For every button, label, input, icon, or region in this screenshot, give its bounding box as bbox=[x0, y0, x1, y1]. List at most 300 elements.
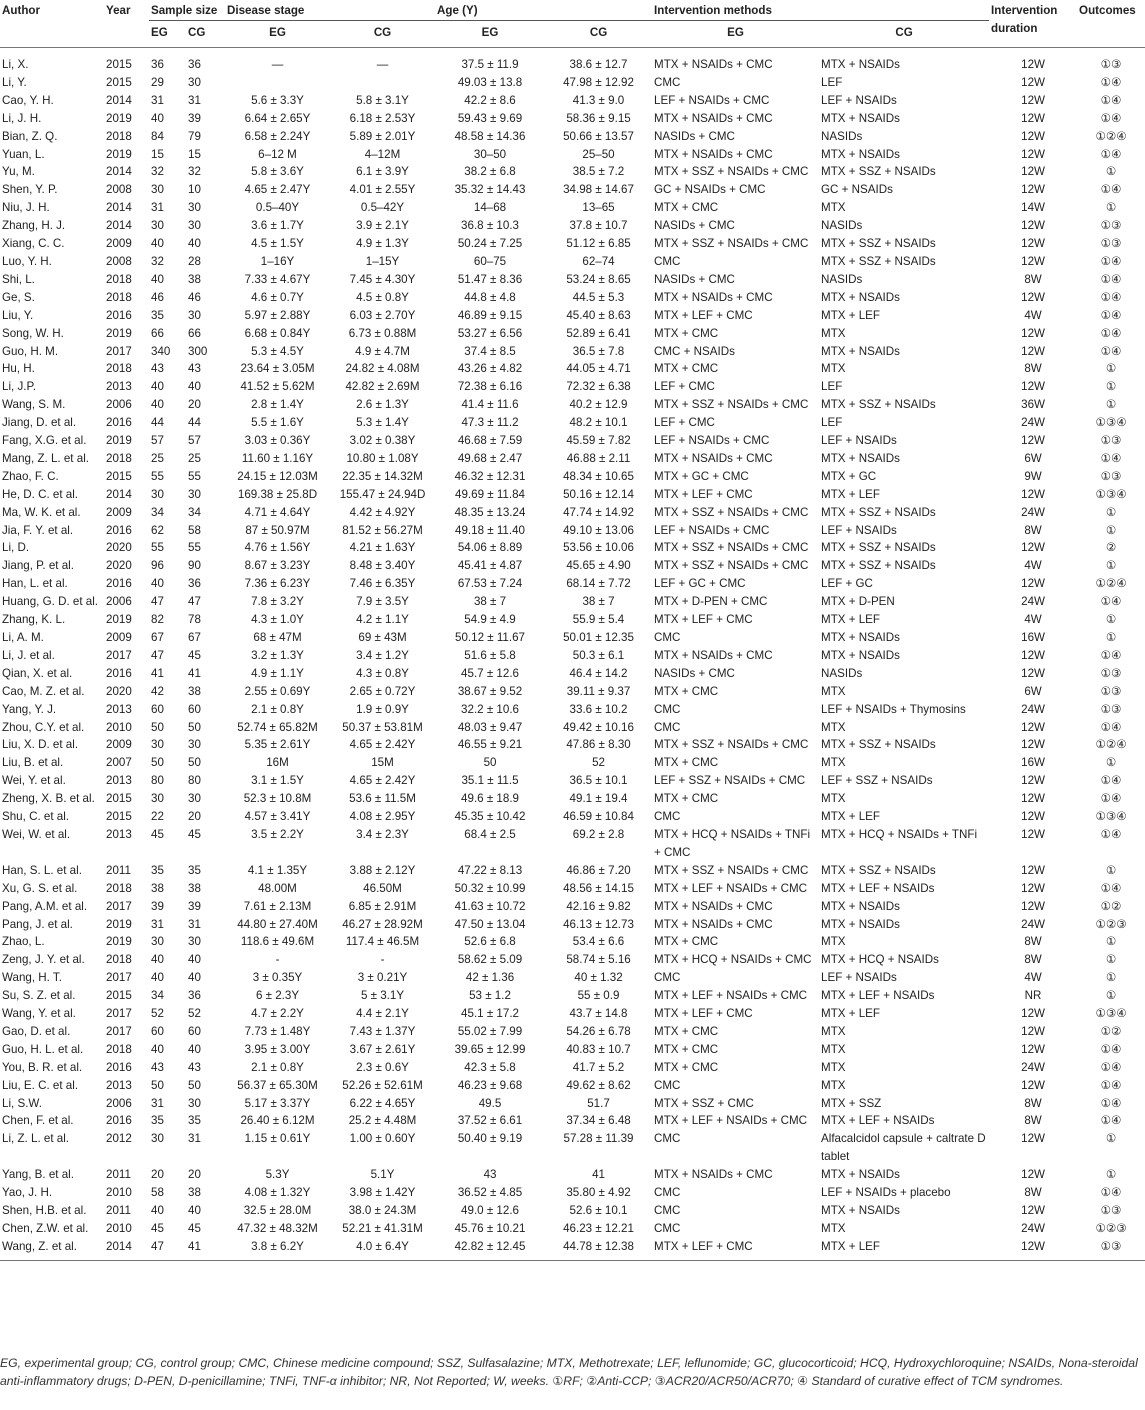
cell-sample-eg: 57 bbox=[151, 434, 164, 448]
cell-age-cg: 50.3 ± 6.1 bbox=[572, 648, 625, 662]
cell-intervention-cg: MTX bbox=[821, 1060, 846, 1074]
cell-year: 2009 bbox=[106, 505, 132, 519]
cell-sample-cg: 40 bbox=[188, 1204, 201, 1217]
table-row bbox=[0, 575, 1145, 593]
cell-age-cg: 52.89 ± 6.41 bbox=[566, 326, 631, 340]
cell-year: 2006 bbox=[106, 595, 132, 609]
cell-intervention-eg: MTX + HCQ + NSAIDs + CMC bbox=[654, 953, 812, 967]
cell-stage-cg: 4.01 ± 2.55Y bbox=[349, 183, 416, 197]
cell-intervention-cg: MTX + SSZ bbox=[821, 1096, 882, 1110]
cell-year: 2017 bbox=[106, 1007, 132, 1021]
cell-year: 2017 bbox=[106, 971, 132, 985]
cell-intervention-cg: GC + NSAIDs bbox=[821, 183, 893, 197]
cell-duration: 4W bbox=[1024, 971, 1042, 985]
cell-stage-eg: 2.1 ± 0.8Y bbox=[251, 702, 304, 716]
cell-intervention-eg: MTX + SSZ + NSAIDs + CMC bbox=[654, 738, 809, 752]
cell-outcomes: ① bbox=[1105, 971, 1117, 985]
cell-outcomes: ①④ bbox=[1100, 1042, 1122, 1056]
cell-year: 2013 bbox=[106, 827, 132, 841]
cell-stage-cg: 15M bbox=[371, 756, 394, 770]
cell-stage-cg: 2.6 ± 1.3Y bbox=[356, 398, 409, 412]
cell-duration: 12W bbox=[1021, 254, 1045, 268]
cell-stage-cg: 3.02 ± 0.38Y bbox=[349, 434, 416, 448]
cell-sample-cg: 30 bbox=[188, 75, 201, 89]
cell-age-eg: 35.1 ± 11.5 bbox=[461, 774, 519, 788]
cell-sample-eg: 55 bbox=[151, 469, 164, 483]
header-outcomes: Outcomes bbox=[1079, 4, 1136, 17]
cell-intervention-eg: MTX + LEF + CMC bbox=[654, 1007, 753, 1021]
cell-duration: 12W bbox=[1021, 1168, 1045, 1182]
cell-age-cg: 49.42 ± 10.16 bbox=[563, 720, 634, 734]
cell-age-cg: 46.88 ± 2.11 bbox=[566, 451, 631, 465]
table-row bbox=[0, 736, 1145, 754]
cell-age-eg: 37.52 ± 6.61 bbox=[457, 1114, 523, 1128]
cell-stage-eg: 24.15 ± 12.03M bbox=[237, 469, 318, 483]
cell-sample-eg: 43 bbox=[151, 362, 164, 376]
cell-outcomes: ①② bbox=[1100, 899, 1122, 913]
table-header bbox=[0, 0, 1145, 48]
table-row bbox=[0, 504, 1145, 522]
cell-stage-cg: 24.82 ± 4.08M bbox=[345, 362, 420, 376]
cell-stage-eg: 5.3 ± 4.5Y bbox=[251, 344, 304, 358]
table-row bbox=[0, 862, 1145, 880]
cell-outcomes: ① bbox=[1105, 989, 1117, 1003]
cell-author: Wang, Z. et al. bbox=[0, 1238, 104, 1260]
cell-intervention-eg: LEF + CMC bbox=[654, 416, 715, 430]
cell-intervention-cg: MTX + LEF bbox=[821, 613, 880, 627]
cell-sample-eg: 84 bbox=[151, 129, 164, 143]
cell-duration: 12W bbox=[1021, 1024, 1045, 1038]
cell-author: Chen, Z.W. et al. bbox=[2, 1221, 89, 1235]
cell-sample-cg: 30 bbox=[188, 792, 201, 806]
cell-author: Chen, F. et al. bbox=[2, 1114, 74, 1128]
cell-age-eg: 54.9 ± 4.9 bbox=[464, 613, 516, 627]
cell-age-eg: 37.4 ± 8.5 bbox=[464, 344, 516, 358]
cell-stage-eg: 5.6 ± 3.3Y bbox=[251, 93, 304, 107]
cell-stage-eg: 4.71 ± 4.64Y bbox=[244, 505, 311, 519]
cell-age-cg: 46.86 ± 7.20 bbox=[566, 863, 631, 877]
cell-year: 2013 bbox=[106, 380, 132, 394]
cell-age-cg: 45.65 ± 4.90 bbox=[566, 559, 631, 573]
cell-duration: 8W bbox=[1024, 1114, 1042, 1128]
cell-age-eg: 67.53 ± 7.24 bbox=[457, 577, 523, 591]
cell-age-cg: 48.34 ± 10.65 bbox=[563, 469, 634, 483]
cell-author: Shi, L. bbox=[2, 272, 35, 286]
table-row bbox=[0, 289, 1145, 307]
cell-sample-cg: 300 bbox=[188, 344, 208, 358]
cell-sample-cg: 20 bbox=[188, 398, 201, 412]
cell-intervention-eg: MTX + NSAIDs + CMC bbox=[654, 899, 773, 913]
cell-age-cg: 45.59 ± 7.82 bbox=[566, 434, 631, 448]
cell-age-eg: 47.22 ± 8.13 bbox=[457, 863, 523, 877]
cell-year: 2009 bbox=[106, 738, 132, 752]
cell-intervention-cg: LEF + NSAIDs bbox=[821, 93, 897, 107]
cell-outcomes: ①②③ bbox=[1095, 917, 1127, 931]
cell-sample-cg: 78 bbox=[188, 613, 201, 627]
table-row bbox=[0, 808, 1145, 826]
cell-age-cg: 49.62 ± 8.62 bbox=[566, 1078, 631, 1092]
cell-intervention-cg: MTX + LEF bbox=[821, 1007, 880, 1021]
cell-stage-cg: 2.65 ± 0.72Y bbox=[349, 684, 416, 698]
cell-year: 2015 bbox=[106, 469, 132, 483]
cell-year: 2016 bbox=[106, 666, 132, 680]
cell-intervention-cg: MTX + NSAIDs bbox=[821, 648, 900, 662]
cell-stage-eg: 48.00M bbox=[258, 881, 297, 895]
cell-intervention-eg: CMC bbox=[654, 631, 681, 644]
cell-intervention-eg: CMC bbox=[654, 702, 681, 716]
cell-sample-cg: 38 bbox=[188, 684, 201, 698]
cell-sample-eg: 45 bbox=[151, 827, 164, 841]
cell-author: Li, J.P. bbox=[2, 380, 36, 394]
cell-duration: 6W bbox=[1024, 451, 1042, 465]
cell-age-eg: 38 ± 7 bbox=[473, 595, 507, 609]
cell-intervention-eg: MTX + SSZ + NSAIDs + CMC bbox=[654, 863, 809, 877]
cell-stage-eg: 3.5 ± 2.2Y bbox=[251, 827, 304, 841]
cell-year: 2020 bbox=[106, 684, 132, 698]
cell-intervention-eg: CMC bbox=[654, 1132, 681, 1146]
table-row bbox=[0, 1077, 1145, 1095]
cell-age-eg: 50.32 ± 10.99 bbox=[454, 881, 526, 895]
cell-duration: 12W bbox=[1021, 326, 1045, 340]
cell-duration: 12W bbox=[1021, 738, 1045, 752]
cell-sample-eg: 55 bbox=[151, 541, 164, 555]
table-row bbox=[0, 629, 1145, 647]
cell-intervention-eg: MTX + CMC bbox=[654, 1024, 719, 1038]
cell-year: 2018 bbox=[106, 1042, 132, 1056]
table-row bbox=[0, 772, 1145, 790]
cell-outcomes: ①④ bbox=[1100, 451, 1122, 465]
header-year: Year bbox=[106, 4, 131, 17]
cell-intervention-eg: MTX + NSAIDs + CMC bbox=[654, 917, 773, 931]
cell-age-cg: 50.16 ± 12.14 bbox=[563, 487, 634, 501]
cell-stage-eg: 7.36 ± 6.23Y bbox=[244, 577, 311, 591]
cell-stage-eg: - bbox=[275, 953, 280, 967]
cell-duration: 12W bbox=[1021, 1007, 1045, 1021]
cell-duration: 8W bbox=[1024, 362, 1042, 376]
cell-duration: 12W bbox=[1021, 290, 1045, 304]
table-row bbox=[0, 969, 1145, 987]
cell-intervention-cg: MTX + SSZ + NSAIDs bbox=[821, 505, 936, 519]
table-row bbox=[0, 790, 1145, 808]
cell-intervention-eg: LEF + NSAIDs + CMC bbox=[654, 434, 770, 448]
cell-sample-cg: 20 bbox=[188, 1168, 201, 1182]
cell-intervention-eg: CMC bbox=[654, 810, 681, 824]
cell-age-eg: 41.4 ± 11.6 bbox=[461, 398, 519, 412]
cell-duration: 12W bbox=[1021, 93, 1045, 107]
cell-stage-eg: 4.6 ± 0.7Y bbox=[251, 290, 304, 304]
cell-author: Wang, S. M. bbox=[2, 398, 66, 412]
cell-age-eg: 49.6 ± 18.9 bbox=[461, 792, 519, 806]
cell-duration: 24W bbox=[1021, 1060, 1045, 1074]
cell-sample-cg: 34 bbox=[188, 505, 201, 519]
cell-stage-cg: 3.98 ± 1.42Y bbox=[349, 1186, 416, 1200]
cell-outcomes: ①③ bbox=[1077, 1238, 1145, 1260]
cell-duration: 8W bbox=[1024, 953, 1042, 967]
table-row bbox=[0, 253, 1145, 271]
table-row bbox=[0, 378, 1145, 396]
table-row bbox=[0, 92, 1145, 110]
cell-age-eg: 50 bbox=[483, 756, 497, 770]
cell-year: 2015 bbox=[106, 58, 132, 71]
cell-sample-cg: 36 bbox=[188, 577, 201, 591]
cell-author: Xiang, C. C. bbox=[2, 237, 65, 251]
table-row bbox=[0, 933, 1145, 951]
cell-author: Li, J. et al. bbox=[2, 648, 55, 662]
header-age: Age (Y) bbox=[435, 0, 652, 20]
cell-stage-eg: 3 ± 0.35Y bbox=[252, 971, 303, 985]
cell-sample-cg: 57 bbox=[188, 434, 201, 448]
cell-outcomes: ①②④ bbox=[1095, 129, 1127, 143]
cell-sample-eg: 35 bbox=[151, 1114, 164, 1128]
cell-outcomes: ①④ bbox=[1100, 792, 1122, 806]
cell-age-eg: 52.6 ± 6.8 bbox=[464, 935, 516, 949]
cell-stage-eg: 23.64 ± 3.05M bbox=[240, 362, 315, 376]
cell-sample-eg: 47 bbox=[151, 595, 164, 609]
cell-intervention-eg: MTX + CMC bbox=[654, 201, 719, 215]
cell-stage-cg: 52.21 ± 41.31M bbox=[342, 1221, 423, 1235]
cell-sample-eg: 30 bbox=[151, 935, 164, 949]
cell-age-cg: 46.4 ± 14.2 bbox=[569, 666, 628, 680]
cell-intervention-eg: MTX + HCQ + NSAIDs + TNFi + CMC bbox=[654, 827, 811, 859]
cell-outcomes: ② bbox=[1105, 541, 1117, 555]
cell-sample-cg: 41 bbox=[188, 666, 201, 680]
cell-stage-eg: 0.5–40Y bbox=[255, 201, 300, 215]
cell-intervention-eg: MTX + LEF + CMC bbox=[654, 613, 753, 627]
cell-intervention-eg: MTX + CMC bbox=[654, 1060, 719, 1074]
cell-age-eg: 37.5 ± 11.9 bbox=[461, 58, 519, 71]
cell-outcomes: ① bbox=[1105, 631, 1117, 644]
cell-stage-eg: 11.60 ± 1.16Y bbox=[241, 451, 314, 465]
cell-sample-eg: 31 bbox=[151, 93, 164, 107]
cell-sample-eg: 50 bbox=[151, 720, 164, 734]
cell-stage-cg: 1.9 ± 0.9Y bbox=[356, 702, 409, 716]
cell-outcomes: ①④ bbox=[1100, 290, 1122, 304]
cell-author: Liu, X. D. et al. bbox=[2, 738, 79, 752]
cell-duration: 12W bbox=[1021, 344, 1045, 358]
cell-sample-eg: 47 bbox=[151, 648, 164, 662]
cell-duration: 12W bbox=[1021, 434, 1045, 448]
cell-sample-cg: 39 bbox=[188, 111, 201, 125]
cell-intervention-cg: LEF bbox=[821, 75, 843, 89]
cell-intervention-eg: MTX + SSZ + NSAIDs + CMC bbox=[654, 237, 809, 251]
header-intervention-duration: Intervention duration bbox=[991, 4, 1058, 35]
cell-intervention-cg: MTX + NSAIDs bbox=[821, 899, 900, 913]
cell-author: Liu, Y. bbox=[2, 308, 34, 322]
cell-author: Yang, B. et al. bbox=[2, 1168, 74, 1182]
cell-intervention-eg: CMC bbox=[654, 75, 681, 89]
cell-intervention-eg: CMC bbox=[654, 1221, 681, 1235]
cell-intervention-eg: MTX + LEF + NSAIDs + CMC bbox=[654, 989, 808, 1003]
cell-stage-cg: 4.08 ± 2.95Y bbox=[349, 810, 416, 824]
cell-sample-eg: 66 bbox=[151, 326, 164, 340]
table-row bbox=[0, 1005, 1145, 1023]
cell-age-eg: 48.58 ± 14.36 bbox=[454, 129, 526, 143]
cell-intervention-cg: NASIDs bbox=[821, 129, 863, 143]
cell-sample-cg: 10 bbox=[188, 183, 201, 197]
cell-age-cg: 39.11 ± 9.37 bbox=[566, 684, 631, 698]
cell-author: Han, S. L. et al. bbox=[2, 863, 82, 877]
cell-year: 2016 bbox=[106, 523, 132, 537]
cell-year: 2016 bbox=[106, 577, 132, 591]
cell-age-eg: 46.55 ± 9.21 bbox=[457, 738, 523, 752]
cell-intervention-eg: NASIDs + CMC bbox=[654, 666, 735, 680]
cell-sample-cg: 50 bbox=[188, 720, 201, 734]
cell-duration: 12W bbox=[1021, 129, 1045, 143]
cell-age-eg: 60–75 bbox=[473, 254, 507, 268]
table-row bbox=[0, 665, 1145, 683]
cell-author: Liu, E. C. et al. bbox=[2, 1078, 79, 1092]
cell-age-eg: 30–50 bbox=[473, 147, 507, 161]
cell-stage-cg: 155.47 ± 24.94D bbox=[339, 487, 426, 501]
cell-year: 2018 bbox=[106, 272, 132, 286]
cell-intervention-cg: NASIDs bbox=[821, 666, 863, 680]
cell-age-cg: 37.8 ± 10.7 bbox=[569, 219, 628, 233]
cell-intervention-cg: MTX + NSAIDs bbox=[821, 290, 900, 304]
cell-age-cg: 35.80 ± 4.92 bbox=[566, 1186, 631, 1200]
cell-stage-eg: 44.80 ± 27.40M bbox=[237, 917, 318, 931]
cell-outcomes: ① bbox=[1105, 201, 1117, 215]
cell-age-cg: 36.5 ± 7.8 bbox=[572, 344, 625, 358]
cell-intervention-cg: MTX + LEF + NSAIDs bbox=[821, 881, 935, 895]
cell-sample-eg: 340 bbox=[151, 344, 171, 358]
cell-sample-cg: 40 bbox=[188, 971, 201, 985]
cell-sample-eg: 44 bbox=[151, 416, 164, 430]
table-row bbox=[0, 539, 1145, 557]
cell-duration: 16W bbox=[1021, 631, 1045, 644]
cell-author: Liu, B. et al. bbox=[2, 756, 64, 770]
cell-stage-eg: 4.9 ± 1.1Y bbox=[251, 666, 304, 680]
cell-year: 2018 bbox=[106, 129, 132, 143]
cell-intervention-cg: MTX bbox=[821, 756, 846, 770]
cell-age-cg: 25–50 bbox=[582, 147, 615, 161]
cell-outcomes: ①④ bbox=[1100, 774, 1122, 788]
cell-stage-eg: 68 ± 47M bbox=[253, 631, 302, 644]
cell-sample-cg: 47 bbox=[188, 595, 201, 609]
cell-age-cg: 72.32 ± 6.38 bbox=[566, 380, 631, 394]
cell-age-eg: 51.6 ± 5.8 bbox=[464, 648, 516, 662]
cell-age-eg: 44.8 ± 4.8 bbox=[464, 290, 516, 304]
cell-intervention-cg: MTX + NSAIDs bbox=[821, 1204, 900, 1217]
cell-stage-eg: 56.37 ± 65.30M bbox=[237, 1078, 318, 1092]
cell-author: Shu, C. et al. bbox=[2, 810, 70, 824]
cell-age-eg: 51.47 ± 8.36 bbox=[457, 272, 523, 286]
cell-outcomes: ① bbox=[1105, 1168, 1117, 1182]
cell-age-cg: 57.28 ± 11.39 bbox=[563, 1132, 634, 1146]
cell-intervention-eg: MTX + CMC bbox=[654, 792, 719, 806]
cell-stage-cg: 46.27 ± 28.92M bbox=[342, 917, 423, 931]
cell-author: Huang, G. D. et al. bbox=[2, 595, 99, 609]
cell-intervention-eg: MTX + CMC bbox=[654, 1042, 719, 1056]
cell-duration: 24W bbox=[1021, 1221, 1045, 1235]
cell-intervention-cg: MTX bbox=[821, 1078, 846, 1092]
cell-intervention-cg: MTX + NSAIDs bbox=[821, 451, 900, 465]
cell-age-cg: 50.66 ± 13.57 bbox=[563, 129, 634, 143]
cell-duration: 8W bbox=[1024, 1186, 1042, 1200]
cell-sample-cg: 30 bbox=[188, 487, 201, 501]
cell-sample-eg: 31 bbox=[151, 201, 164, 215]
cell-age-cg: 53.4 ± 6.6 bbox=[572, 935, 625, 949]
cell-duration: 12W bbox=[1021, 165, 1045, 179]
cell-age-cg: 46.13 ± 12.73 bbox=[563, 917, 634, 931]
cell-duration: 12W bbox=[1021, 720, 1045, 734]
cell-sample-eg: 40 bbox=[151, 1042, 164, 1056]
cell-age-cg: 41 bbox=[592, 1168, 605, 1182]
cell-age-cg: 62–74 bbox=[582, 254, 615, 268]
table-row bbox=[0, 450, 1145, 468]
cell-author: Fang, X.G. et al. bbox=[2, 434, 87, 448]
cell-duration: 12W bbox=[1021, 1132, 1045, 1146]
cell-outcomes: ①④ bbox=[1100, 720, 1122, 734]
table-row bbox=[0, 1220, 1145, 1238]
cell-age-eg: 47.3 ± 11.2 bbox=[461, 416, 519, 430]
cell-stage-cg: 4.21 ± 1.63Y bbox=[349, 541, 416, 555]
cell-duration: 12W bbox=[1021, 899, 1045, 913]
cell-intervention-eg: MTX + GC + CMC bbox=[654, 469, 749, 483]
cell-year: 2018 bbox=[106, 881, 132, 895]
cell-author: He, D. C. et al. bbox=[2, 487, 79, 501]
cell-stage-eg: 4.1 ± 1.35Y bbox=[247, 863, 308, 877]
cell-author: Cao, Y. H. bbox=[2, 93, 54, 107]
cell-intervention-eg: CMC bbox=[654, 1204, 681, 1217]
cell-sample-cg: 35 bbox=[188, 863, 201, 877]
cell-sample-cg: 30 bbox=[188, 935, 201, 949]
cell-author: Guo, H. M. bbox=[2, 344, 59, 358]
cell-year: 2019 bbox=[106, 917, 132, 931]
cell-author: Hu, H. bbox=[2, 362, 35, 376]
cell-intervention-cg: MTX + LEF + NSAIDs bbox=[821, 1114, 935, 1128]
cell-sample-eg: 30 bbox=[151, 738, 164, 752]
cell-sample-eg: 36 bbox=[151, 58, 164, 71]
cell-intervention-cg: MTX + NSAIDs bbox=[821, 111, 900, 125]
cell-intervention-eg: MTX + NSAIDs + CMC bbox=[654, 111, 773, 125]
cell-stage-cg: — bbox=[376, 58, 389, 71]
cell-author: Mang, Z. L. et al. bbox=[2, 451, 89, 465]
cell-age-cg: 52.6 ± 10.1 bbox=[569, 1204, 628, 1217]
cell-year: 2014 bbox=[106, 487, 132, 501]
cell-sample-eg: 67 bbox=[151, 631, 164, 644]
cell-year: 2010 bbox=[106, 1186, 132, 1200]
cell-sample-cg: 25 bbox=[188, 451, 201, 465]
cell-outcomes: ①②③ bbox=[1095, 1221, 1127, 1235]
cell-stage-eg: 6.68 ± 0.84Y bbox=[244, 326, 311, 340]
cell-age-cg: 45.40 ± 8.63 bbox=[566, 308, 631, 322]
cell-duration: 4W bbox=[1024, 559, 1042, 573]
cell-outcomes: ①②④ bbox=[1095, 738, 1127, 752]
cell-sample-eg: 25 bbox=[151, 451, 164, 465]
cell-intervention-cg: LEF + NSAIDs bbox=[821, 971, 897, 985]
cell-stage-cg: 7.9 ± 3.5Y bbox=[356, 595, 409, 609]
table-row bbox=[0, 1023, 1145, 1041]
cell-duration: 24W bbox=[1021, 416, 1045, 430]
cell-intervention-cg: MTX bbox=[821, 201, 846, 215]
cell-author: Pang, A.M. et al. bbox=[2, 899, 88, 913]
cell-duration: 12W bbox=[1021, 75, 1045, 89]
cell-year: 2016 bbox=[106, 1114, 132, 1128]
cell-sample-eg: 29 bbox=[151, 75, 164, 89]
cell-age-cg: 38 ± 7 bbox=[582, 595, 615, 609]
cell-sample-eg: 38 bbox=[151, 881, 164, 895]
cell-age-cg: 37.34 ± 6.48 bbox=[566, 1114, 631, 1128]
cell-intervention-cg: MTX + SSZ + NSAIDs bbox=[821, 254, 936, 268]
cell-age-eg: 45.35 ± 10.42 bbox=[454, 810, 526, 824]
cell-duration: 8W bbox=[1024, 1096, 1042, 1110]
cell-stage-cg: 6.73 ± 0.88M bbox=[348, 326, 417, 340]
cell-sample-eg: 41 bbox=[151, 666, 164, 680]
cell-stage-eg bbox=[225, 74, 330, 92]
table-row bbox=[0, 701, 1145, 719]
cell-sample-cg: 28 bbox=[188, 254, 201, 268]
cell-sample-eg: 20 bbox=[151, 1168, 164, 1182]
